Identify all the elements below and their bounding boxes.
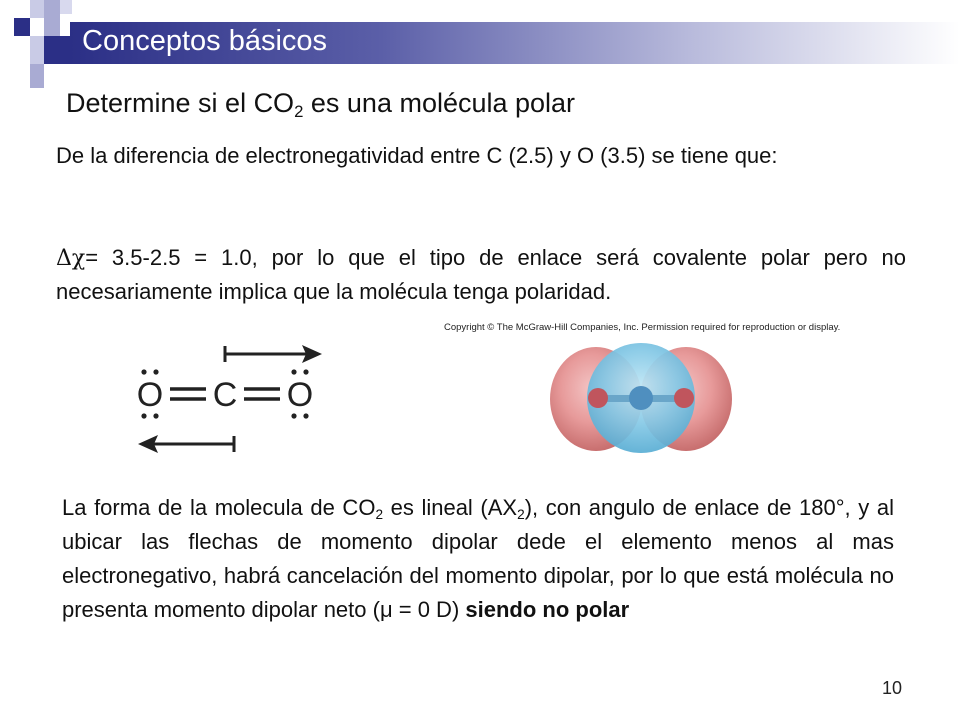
dipole-arrow-right <box>225 345 322 363</box>
delta-chi-symbol: Δχ <box>56 246 86 271</box>
lewis-structure-diagram <box>130 340 340 460</box>
paragraph-conclusion: La forma de la molecula de $CO_2$ es lineal $(AX_2)$, con angulo de enlace de 180°, y al ubicar las flechas de momento dipolar dede el elemento menos al mas electronegativo, habrá cancelación del momento dipolar, por lo que está molécula no presenta momento dipolar neto (μ = 0 D) siendo no polar <box>62 495 894 622</box>
co2-electrostatic-model <box>548 343 734 455</box>
decor-square-light <box>44 0 60 36</box>
atom-left-o: O <box>136 376 164 414</box>
decor-square-dark <box>14 18 30 36</box>
paragraph-electronegativity: De la diferencia de electronegatividad entre C (2.5) y O (3.5) se tiene que: <box>56 143 778 168</box>
decor-square-light <box>30 0 44 18</box>
slide-title: Conceptos básicos <box>82 25 328 57</box>
decor-square-light <box>30 36 44 64</box>
slide-subtitle: Determine si el $CO_2$ es una molécula polar <box>66 88 576 122</box>
decor-square-light <box>30 64 44 88</box>
copyright-notice: Copyright © The McGraw-Hill Companies, Inc. Permission required for reproduction or display. <box>444 322 841 333</box>
page-number: 10 <box>882 678 903 698</box>
decor-square-dark <box>44 36 72 64</box>
dipole-arrow-left <box>138 435 234 453</box>
atom-center-c: C <box>212 376 238 414</box>
atom-right-o: O <box>286 376 314 414</box>
decor-square-light <box>60 0 72 14</box>
conclusion-bold: siendo no polar <box>465 597 630 622</box>
paragraph-delta-chi: Δχ= 3.5-2.5 = 1.0, por lo que el tipo de enlace será covalente polar pero no necesariamente implica que la molécula tenga polaridad. <box>56 245 906 304</box>
